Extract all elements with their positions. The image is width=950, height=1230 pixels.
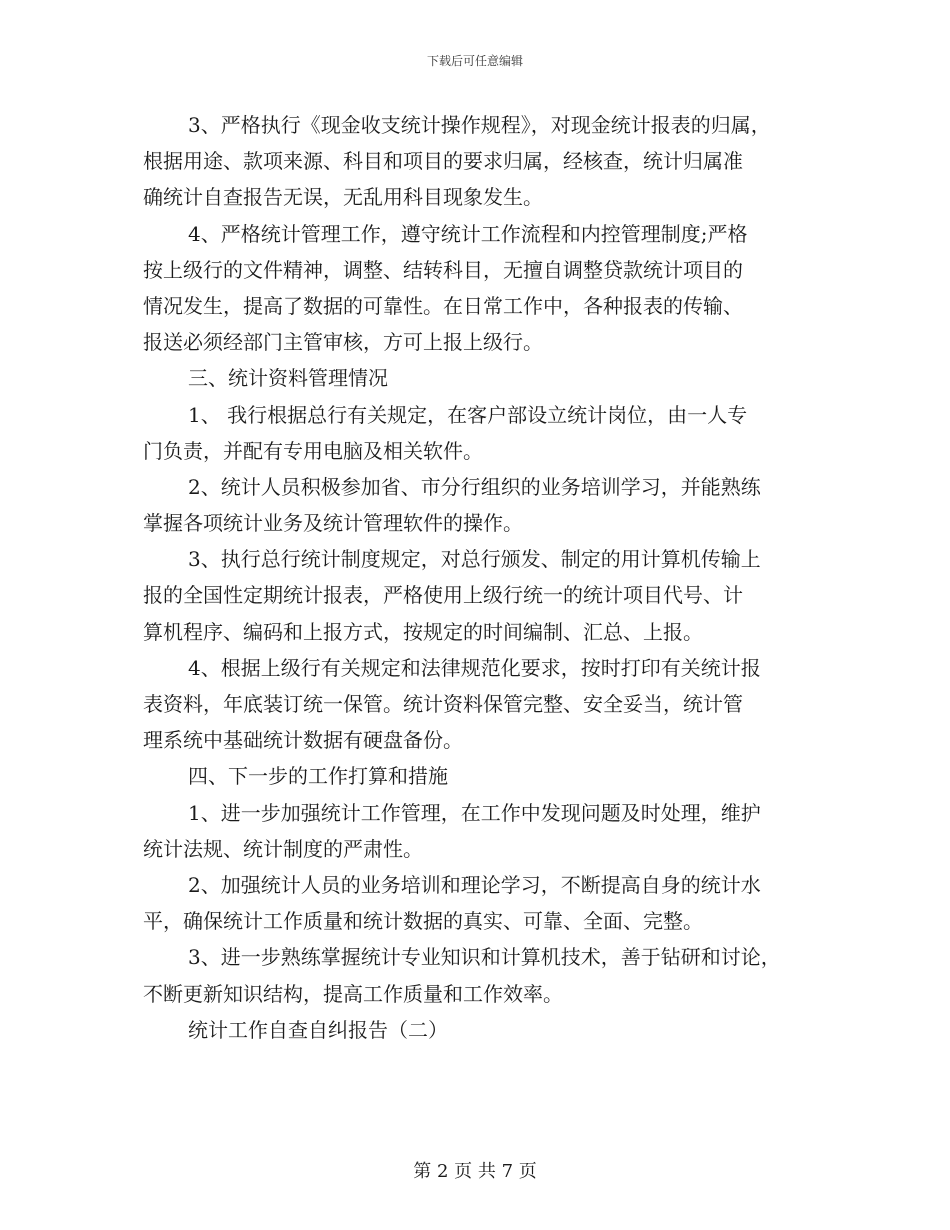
body-line: 情况发生，提高了数据的可靠性。在日常工作中，各种报表的传输、	[143, 293, 743, 318]
body-line: 2、统计人员积极参加省、市分行组织的业务培训学习，并能熟练	[188, 474, 761, 499]
document-body	[143, 107, 808, 1048]
body-line: 1、 我行根据总行有关规定，在客户部设立统计岗位，由一人专	[188, 402, 748, 427]
page-header-note: 下载后可任意编辑	[426, 54, 523, 68]
body-line: 确统计自查报告无误，无乱用科目现象发生。	[143, 185, 543, 210]
body-line: 4、根据上级行有关规定和法律规范化要求，按时打印有关统计报	[188, 655, 761, 680]
body-line: 统计法规、统计制度的严肃性。	[143, 836, 423, 861]
section-heading: 四、下一步的工作打算和措施	[188, 764, 448, 789]
body-line: 掌握各项统计业务及统计管理软件的操作。	[143, 511, 523, 536]
body-line: 表资料，年底装订统一保管。统计资料保管完整、安全妥当，统计管	[143, 692, 743, 716]
body-line: 2、加强统计人员的业务培训和理论学习，不断提高自身的统计水	[188, 872, 761, 897]
body-line: 按上级行的文件精神，调整、结转科目，无擅自调整贷款统计项目的	[143, 257, 743, 282]
body-line: 平，确保统计工作质量和统计数据的真实、可靠、全面、完整。	[143, 909, 703, 934]
body-line: 理系统中基础统计数据有硬盘备份。	[143, 728, 463, 753]
body-line: 1、进一步加强统计工作管理，在工作中发现问题及时处理，维护	[188, 800, 761, 825]
body-line: 根据用途、款项来源、科目和项目的要求归属，经核查，统计归属准	[143, 149, 743, 174]
body-line: 4、严格统计管理工作，遵守统计工作流程和内控管理制度;严格	[188, 221, 748, 246]
body-line: 3、进一步熟练掌握统计专业知识和计算机技术，善于钻研和讨论，	[188, 945, 781, 970]
body-line: 门负责，并配有专用电脑及相关软件。	[143, 438, 483, 463]
document-subtitle: 统计工作自查自纠报告（二）	[188, 1017, 448, 1042]
body-line: 不断更新知识结构，提高工作质量和工作效率。	[143, 981, 563, 1006]
body-line: 算机程序、编码和上报方式，按规定的时间编制、汇总、上报。	[143, 619, 703, 644]
body-line: 3、执行总行统计制度规定，对总行颁发、制定的用计算机传输上	[188, 547, 761, 572]
body-line: 3、严格执行《现金收支统计操作规程》，对现金统计报表的归属，	[188, 113, 771, 137]
body-line: 报的全国性定期统计报表，严格使用上级行统一的统计项目代号、计	[143, 583, 743, 608]
page-number: 第 2 页 共 7 页	[413, 1161, 537, 1182]
section-heading: 三、统计资料管理情况	[188, 366, 388, 391]
body-line: 报送必须经部门主管审核，方可上报上级行。	[143, 330, 543, 355]
